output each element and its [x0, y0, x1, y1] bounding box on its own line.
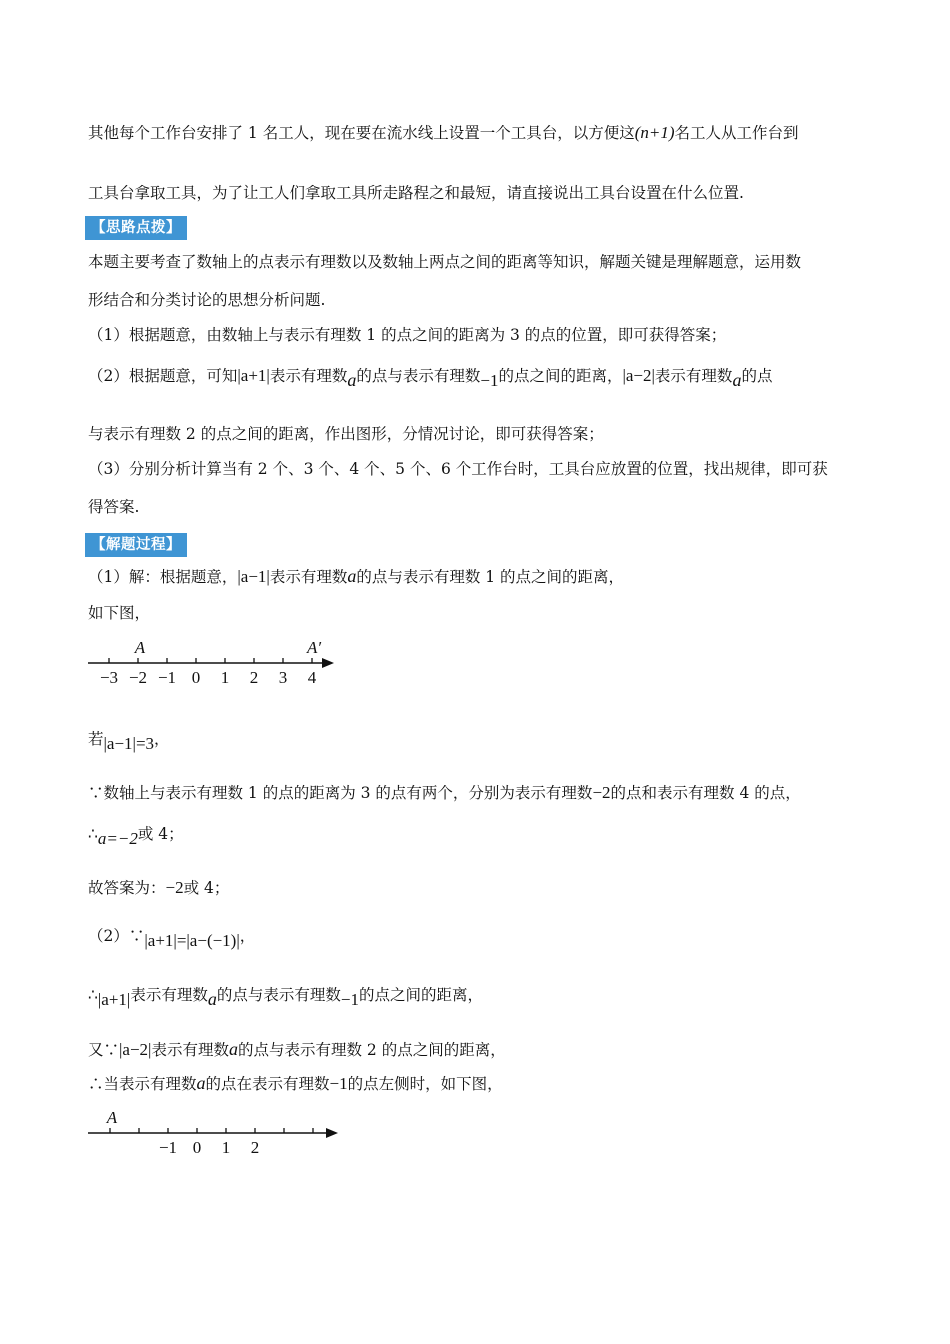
tick-label: 0	[191, 668, 201, 687]
tick-label: 1	[220, 668, 230, 687]
text: 表示有理数	[269, 568, 348, 586]
tick-label: 2	[250, 1138, 260, 1157]
tick-label: 3	[278, 668, 288, 687]
math-expr: |a+1|	[237, 366, 270, 385]
text: 又∵	[88, 1041, 120, 1059]
text: 表示有理数	[269, 367, 348, 385]
text: 的点在表示有理数	[205, 1075, 330, 1093]
text: ∴	[88, 986, 98, 1004]
solution-line-1	[88, 565, 868, 588]
text: 名工人从工作台到	[674, 124, 799, 142]
axis-arrow	[322, 658, 334, 668]
tick-label: −3	[99, 668, 119, 687]
solution-line-6	[88, 877, 868, 899]
text: 的点之间的距离，	[498, 367, 623, 385]
math-expr: |a+1|	[97, 990, 131, 1009]
text: 的点与表示有理数	[216, 986, 341, 1004]
text: 表示有理数	[151, 1041, 229, 1059]
math-expr: |a−2|	[622, 366, 655, 385]
tick-label: −1	[157, 668, 177, 687]
number-line-1	[84, 633, 354, 691]
number-line-2	[84, 1103, 354, 1161]
axis-arrow	[326, 1128, 338, 1138]
tick-label: −1	[158, 1138, 178, 1157]
problem-line-1	[88, 122, 868, 144]
math-var: a	[207, 989, 217, 1009]
hint-paragraph-2: 形结合和分类讨论的思想分析问题.	[88, 291, 326, 309]
text: 或 4；	[137, 825, 184, 843]
tick-label: 4	[307, 668, 317, 687]
point-label: A′	[306, 638, 322, 657]
text: 表示有理数	[654, 367, 733, 385]
text: （2）∵	[88, 927, 145, 945]
text: （1）解：根据题意，	[88, 568, 238, 586]
text: 若	[88, 730, 104, 748]
math-number: −2	[165, 878, 184, 897]
solution-line-3	[88, 728, 868, 753]
text: 的点左侧时，如下图，	[347, 1075, 503, 1093]
text: ，	[154, 730, 170, 748]
hint-tag: 【思路点拨】	[85, 216, 187, 240]
point-label: A	[106, 1108, 118, 1127]
math-number: −1	[480, 371, 499, 390]
math-expr: |a+1|=|a−(−1)|	[144, 931, 240, 950]
hint-paragraph-5: 与表示有理数 2 的点之间的距离，作出图形，分情况讨论，即可获得答案；	[88, 425, 604, 443]
solution-line-5	[88, 823, 868, 848]
text: 的点与表示有理数 2 的点之间的距离，	[237, 1041, 506, 1059]
text: ∴	[88, 825, 98, 843]
tick-label: 0	[192, 1138, 202, 1157]
solution-tag: 【解题过程】	[85, 533, 187, 557]
math-expr: |a−2|	[119, 1040, 152, 1059]
text: ∴当表示有理数	[88, 1075, 197, 1093]
math-var: a	[732, 370, 742, 390]
tick-label: −2	[128, 668, 148, 687]
text: 的点	[741, 367, 773, 385]
text: 的点与表示有理数 1 的点之间的距离，	[356, 568, 625, 586]
hint-paragraph-3: （1）根据题意，由数轴上与表示有理数 1 的点之间的距离为 3 的点的位置，即可获得答案；	[88, 326, 727, 344]
solution-line-9	[88, 1038, 868, 1061]
solution-line-2: 如下图，	[88, 604, 151, 622]
math-expr: |a−1|=3	[103, 734, 155, 753]
text: 的点之间的距离，	[358, 986, 483, 1004]
hint-paragraph-4	[88, 364, 868, 390]
text: ，	[239, 927, 256, 945]
hint-paragraph-1: 本题主要考查了数轴上的点表示有理数以及数轴上两点之间的距离等知识，解题关键是理解题意，运用数	[88, 253, 802, 271]
hint-paragraph-7: 得答案.	[88, 498, 140, 516]
text: 表示有理数	[130, 986, 208, 1004]
math-var: a	[347, 566, 357, 586]
math-number: −1	[340, 990, 359, 1009]
text: 的点和表示有理数 4 的点，	[610, 784, 801, 802]
text: ∵数轴上与表示有理数 1 的点的距离为 3 的点有两个，分别为表示有理数	[88, 784, 593, 802]
math-var: a	[228, 1039, 238, 1059]
text: （2）根据题意，可知	[88, 367, 238, 385]
hint-paragraph-6: （3）分别分析计算当有 2 个、3 个、4 个、5 个、6 个工作台时，工具台应放置的位置，找出规律，即可获	[88, 460, 828, 478]
solution-line-8	[88, 983, 868, 1009]
text: 故答案为：	[88, 879, 166, 897]
solution-line-10	[88, 1072, 868, 1095]
text: 的点与表示有理数	[356, 367, 481, 385]
math-expr: a=−2	[97, 829, 138, 848]
math-expr: (n+1)	[634, 123, 675, 142]
math-number: −2	[592, 783, 611, 802]
point-label: A	[134, 638, 146, 657]
text: 或 4；	[183, 879, 230, 897]
problem-line-2: 工具台拿取工具，为了让工人们拿取工具所走路程之和最短，请直接说出工具台设置在什么位置.	[88, 184, 744, 202]
solution-line-7	[88, 925, 868, 950]
math-expr: |a−1|	[237, 567, 270, 586]
tick-label: 2	[249, 668, 259, 687]
text: 其他每个工作台安排了 1 名工人，现在要在流水线上设置一个工具台，以方便这	[88, 124, 635, 142]
solution-line-4	[88, 782, 868, 804]
tick-label: 1	[221, 1138, 231, 1157]
math-var: a	[196, 1073, 206, 1093]
math-var: a	[347, 370, 357, 390]
math-number: −1	[329, 1074, 348, 1093]
